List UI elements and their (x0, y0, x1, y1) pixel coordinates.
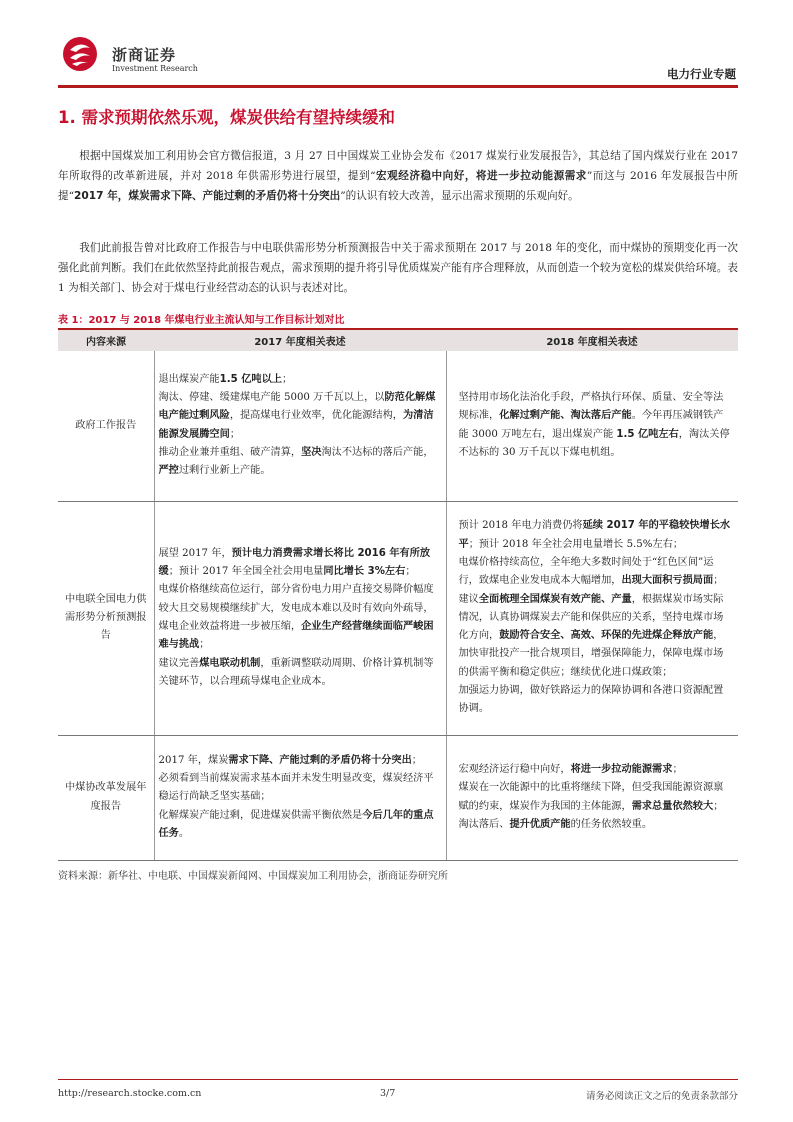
cell-2017 (154, 735, 446, 860)
section-title: 1. 需求预期依然乐观，煤炭供给有望持续缓和 (58, 108, 395, 127)
paragraph-2: 我们此前报告曾对比政府工作报告与中电联供需形势分析预测报告中关于需求预期在 2017 与 2018 年的变化，而中煤协的预期变化再一次强化此前判断。我们在此依然坚持此前报告观点，需求预期的提升将引导优质煤炭产能有序合理释放，从而创造一个较为宽松的煤炭供给环境。表 1 为相关部门、协会对于煤电行业经营动态的认识与表述对比。 (58, 242, 738, 294)
table-row (58, 351, 738, 501)
cell-2018 (446, 735, 738, 860)
cell-line: 电煤价格继续高位运行，部分省份电力用户直接交易降价幅度较大且交易规模继续扩大，发电成本难以及时有效向外疏导，煤电企业效益将进一步被压缩，企业生产经营继续面临严峻困难与挑战； (158, 584, 434, 651)
cell-line: 淘汰、停建、缓建煤电产能 5000 万千瓦以上，以防范化解煤电产能过剩风险，提高煤电行业效率，优化能源结构，为清洁能源发展腾空间； (158, 392, 436, 440)
page-number: 3/7 (380, 1088, 396, 1099)
cell-line: 预计 2018 年电力消费仍将延续 2017 年的平稳较快增长水平；预计 2018 年全社会用电量增长 5.5%左右； (458, 520, 731, 550)
table-row (58, 501, 738, 735)
table-header-row (58, 329, 738, 351)
cell-line: 建议完善煤电联动机制，重新调整联动周期、价格计算机制等关键环节，以合理疏导煤电企业成本。 (158, 657, 434, 687)
cell-line: 坚持用市场化法治化手段，严格执行环保、质量、安全等法规标准，化解过剩产能、淘汰落后产能。今年再压减钢铁产能 3000 万吨左右，退出煤炭产能 1.5 亿吨左右，淘汰关停不达标的 30 万千瓦以下煤电机组。 (458, 392, 730, 459)
cell-2017 (154, 351, 446, 501)
comparison-table (58, 328, 738, 861)
footer-url[interactable]: http://research.stocke.com.cn (58, 1088, 202, 1099)
doc-type-label: 电力行业专题 (667, 67, 736, 81)
header-divider (58, 85, 738, 88)
header-2018: 2018 年度相关表述 (446, 329, 738, 351)
cell-line: 展望 2017 年，预计电力消费需求增长将比 2016 年有所放缓；预计 2017 年全国全社会用电量同比增长 3%左右； (158, 547, 431, 578)
table-caption: 表 1：2017 与 2018 年煤电行业主流认知与工作目标计划对比 (58, 315, 345, 326)
cell-line: 煤炭在一次能源中的比重将继续下降，但受我国能源资源禀赋的约束，煤炭作为我国的主体能源，需求总量依然较大； (458, 782, 724, 812)
header-2017: 2017 年度相关表述 (154, 329, 446, 351)
footer-disclaimer: 请务必阅读正文之后的免责条款部分 (585, 1091, 738, 1102)
cell-line: 宏观经济运行稳中向好，将进一步拉动能源需求； (458, 763, 683, 775)
row-source: 政府工作报告 (58, 351, 154, 501)
logo-name: 浙商证券 (112, 46, 177, 64)
footer-divider (58, 1079, 738, 1080)
cell-line: 2017 年，煤炭需求下降、产能过剩的矛盾仍将十分突出； (158, 754, 422, 766)
row-source: 中煤协改革发展年度报告 (58, 735, 154, 860)
cell-line: 推动企业兼并重组、破产清算，坚决淘汰不达标的落后产能，严控过剩行业新上产能。 (158, 447, 434, 477)
zheshang-logo-icon (62, 36, 98, 72)
source-note: 资料来源：新华社、中电联、中国煤炭新闻网、中国煤炭加工利用协会，浙商证券研究所 (58, 871, 448, 882)
cell-line: 退出煤炭产能1.5 亿吨以上； (158, 373, 293, 385)
cell-line: 加强运力协调，做好铁路运力的保障协调和各港口资源配置协调。 (458, 685, 724, 715)
page-header (58, 36, 738, 88)
cell-line: 电煤价格持续高位，全年绝大多数时间处于“红色区间”运行，致煤电企业发电成本大幅增加，出现大面积亏损局面； (458, 556, 724, 587)
cell-2018 (446, 351, 738, 501)
logo-subtitle: Investment Research (112, 64, 198, 73)
header-source: 内容来源 (58, 329, 154, 351)
cell-line: 淘汰落后、提升优质产能的任务依然较重。 (458, 818, 653, 830)
cell-2017 (154, 501, 446, 735)
cell-2018 (446, 501, 738, 735)
paragraph-1: 根据中国煤炭加工利用协会官方微信报道，3 月 27 日中国煤炭工业协会发布《2017 煤炭行业发展报告》，其总结了国内煤炭行业在 2017 年所取得的改革新进展，并对 2018 年供需形势进行展望，提到“宏观经济稳中向好，将进一步拉动能源需求”而这与 2016 年发展报告中所提“2017 年，煤炭需求下降、产能过剩的矛盾仍将十分突出”的认识有较大改善，显示出需求预期的乐观向好。 (58, 150, 738, 202)
row-source: 中电联全国电力供需形势分析预测报告 (58, 501, 154, 735)
table-row (58, 735, 738, 860)
cell-line: 建议全面梳理全国煤炭有效产能、产量，根据煤炭市场实际情况，认真协调煤炭去产能和保供应的关系，坚持电煤市场化方向，鼓励符合安全、高效、环保的先进煤企释放产能，加快审批投产一批合规项目，增强保障能力，保障电煤市场的供需平衡和稳定供应；继续优化进口煤政策； (458, 593, 724, 678)
cell-line: 化解煤炭产能过剩，促进煤炭供需平衡依然是今后几年的重点任务。 (158, 809, 434, 839)
cell-line: 必须看到当前煤炭需求基本面并未发生明显改变，煤炭经济平稳运行尚缺乏坚实基础； (158, 773, 434, 803)
